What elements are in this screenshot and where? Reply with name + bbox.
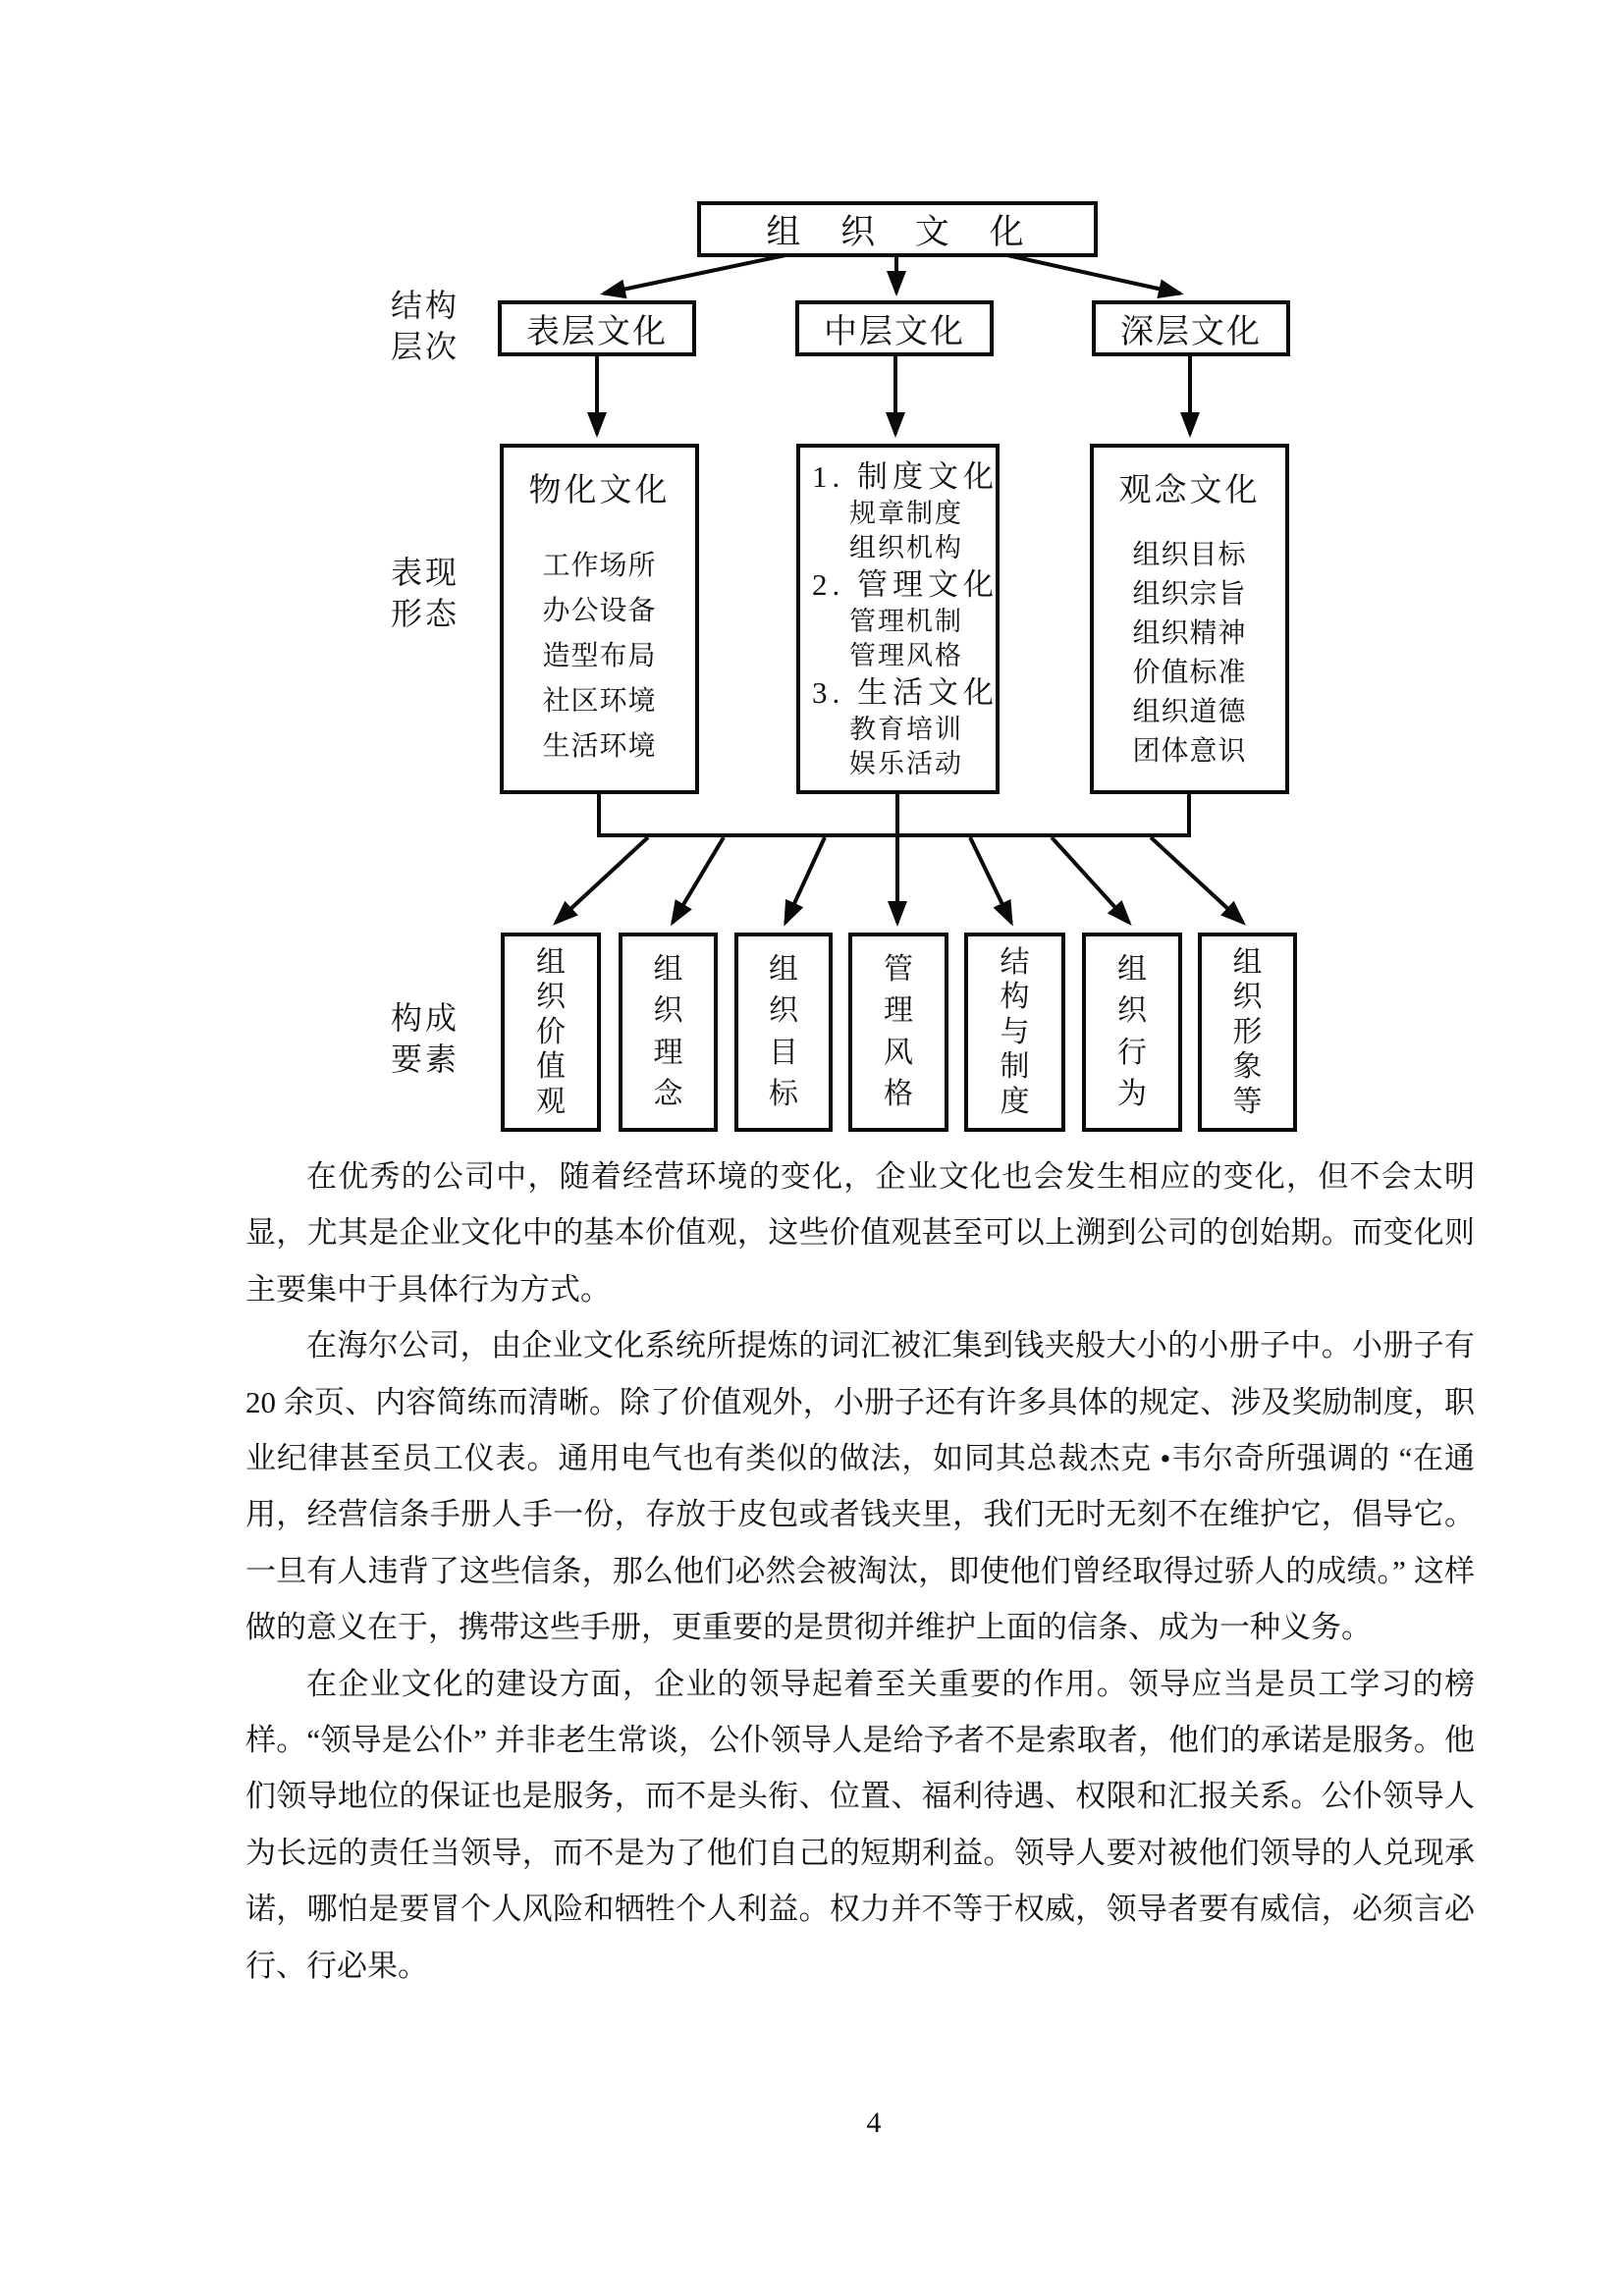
element-box-organization-values	[501, 933, 601, 1132]
form-box-title: 物化文化	[528, 473, 671, 508]
element-box-organization-behavior	[1082, 933, 1182, 1132]
element-box-char: 格	[884, 1078, 913, 1111]
element-box-char: 理	[884, 994, 913, 1028]
element-box-organization-philosophy	[619, 933, 718, 1132]
form-box-concept-culture	[1090, 444, 1289, 794]
root-box-label: 组 织 文 化	[766, 212, 1029, 251]
element-box-organization-image	[1198, 933, 1297, 1132]
element-box-char: 结	[1000, 945, 1030, 979]
side-label-line: 构成	[391, 1000, 460, 1036]
element-box-char: 价	[536, 1015, 566, 1048]
element-box-char: 念	[653, 1078, 683, 1111]
element-box-char: 组	[1117, 952, 1147, 986]
side-label-constituent-elements	[391, 997, 479, 1080]
paragraph-culture-change: 在优秀的公司中，随着经营环境的变化，企业文化也会发生相应的变化，但不会太明显，尤其是企业文化中的基本价值观，这些价值观甚至可以上溯到公司的创始期。而变化则主要集中于具体行为方式。	[245, 1159, 1475, 1307]
form-section-life-culture	[800, 673, 999, 781]
form-section-item: 规章制度	[849, 499, 963, 528]
element-box-char: 组	[536, 945, 566, 979]
side-label-line: 结构	[391, 288, 460, 323]
form-item: 生活环境	[542, 731, 657, 762]
side-label-line: 要素	[391, 1041, 460, 1077]
level-box-middle-culture	[795, 300, 994, 356]
side-label-line: 表现	[391, 555, 460, 590]
element-box-char: 织	[769, 994, 798, 1028]
element-box-char: 织	[1117, 994, 1147, 1028]
element-box-char: 等	[1232, 1085, 1263, 1118]
element-box-char: 为	[1117, 1078, 1147, 1111]
element-box-char: 形	[1232, 1015, 1263, 1048]
form-item: 社区环境	[542, 686, 657, 717]
form-section-management-culture	[800, 565, 999, 673]
element-box-char: 理	[653, 1036, 683, 1069]
form-section-heading: 2. 管理文化	[812, 567, 999, 602]
form-section-item: 娱乐活动	[849, 749, 963, 778]
element-box-char: 风	[884, 1036, 913, 1069]
level-box-surface-culture	[498, 300, 696, 356]
form-box-system-culture-list	[796, 444, 1000, 794]
body-text	[245, 1148, 1475, 1994]
element-box-char: 度	[1000, 1085, 1030, 1118]
element-box-char: 组	[653, 952, 683, 986]
level-box-deep-culture	[1092, 300, 1290, 356]
paragraph-haier-ge-handbook: 在海尔公司，由企业文化系统所提炼的词汇被汇集到钱夹般大小的小册子中。小册子有 20 余页、内容简练而清晰。除了价值观外，小册子还有许多具体的规定、涉及奖励制度，职业纪律甚至员工仪表。通用电气也有类似的做法，如同其总裁杰克 •韦尔奇所强调的 “在通用，经营信条手册人手一份，存放于皮包或者钱夹里，我们无时无刻不在维护它，倡导它。一旦有人违背了这些信条，那么他们必然会被淘汰，即使他们曾经取得过骄人的成绩。” 这样做的意义在于，携带这些手册，更重要的是贯彻并维护上面的信条、成为一种义务。	[245, 1328, 1475, 1645]
element-box-char: 织	[1232, 981, 1263, 1013]
form-item: 价值标准	[1132, 658, 1247, 688]
form-box-items	[504, 544, 695, 770]
side-label-line: 形态	[391, 596, 460, 631]
side-label-structure-levels	[391, 285, 479, 367]
element-box-char: 观	[536, 1085, 566, 1118]
form-item: 组织目标	[1132, 540, 1247, 570]
form-section-heading: 1. 制度文化	[812, 459, 999, 494]
level-box-label: 中层文化	[824, 314, 965, 350]
form-item: 工作场所	[542, 551, 657, 581]
form-item: 组织宗旨	[1132, 579, 1247, 610]
form-section-heading: 3. 生活文化	[812, 675, 999, 710]
element-box-char: 与	[1000, 1015, 1030, 1048]
form-section-item: 组织机构	[849, 533, 963, 562]
element-box-char: 织	[653, 994, 683, 1028]
form-item: 造型布局	[542, 641, 657, 671]
element-box-structure-and-system	[964, 933, 1065, 1132]
form-section-item: 管理风格	[849, 641, 963, 670]
element-box-char: 标	[769, 1078, 798, 1111]
form-item: 组织道德	[1132, 697, 1247, 727]
root-box-organization-culture	[697, 201, 1098, 257]
form-item: 办公设备	[542, 596, 657, 626]
paragraph-leadership: 在企业文化的建设方面，企业的领导起着至关重要的作用。领导应当是员工学习的榜样。“领导是公仆” 并非老生常谈，公仆领导人是给予者不是索取者，他们的承诺是服务。他们领导地位的保证也是服务，而不是头衔、位置、福利待遇、权限和汇报关系。公仆领导人为长远的责任当领导，而不是为了他们自己的短期利益。领导人要对被他们领导的人兑现承诺，哪怕是要冒个人风险和牺牲个人利益。权力并不等于权威，领导者要有威信，必须言必行、行必果。	[245, 1666, 1475, 1983]
form-box-material-culture	[500, 444, 699, 794]
element-box-char: 象	[1232, 1050, 1263, 1083]
element-box-char: 织	[536, 981, 566, 1013]
element-box-char: 值	[536, 1050, 566, 1083]
element-box-char: 构	[1000, 981, 1030, 1013]
element-box-char: 组	[1232, 945, 1263, 979]
form-item: 团体意识	[1132, 736, 1247, 767]
element-box-char: 目	[769, 1036, 798, 1069]
form-section-system-culture	[800, 457, 999, 565]
element-box-char: 组	[769, 952, 798, 986]
element-box-management-style	[848, 933, 948, 1132]
level-box-label: 深层文化	[1120, 314, 1262, 350]
element-box-char: 行	[1117, 1036, 1147, 1069]
side-label-manifestation-forms	[391, 552, 479, 634]
form-item: 组织精神	[1132, 618, 1247, 649]
level-box-label: 表层文化	[526, 314, 668, 350]
page-number: 4	[866, 2107, 882, 2139]
side-label-line: 层次	[391, 329, 460, 364]
element-box-char: 管	[884, 952, 913, 986]
form-box-title: 观念文化	[1118, 473, 1261, 508]
element-box-organization-goals	[734, 933, 833, 1132]
form-section-item: 教育培训	[849, 715, 963, 744]
element-box-char: 制	[1000, 1050, 1030, 1083]
form-section-item: 管理机制	[849, 607, 963, 636]
form-box-items	[1094, 536, 1285, 772]
